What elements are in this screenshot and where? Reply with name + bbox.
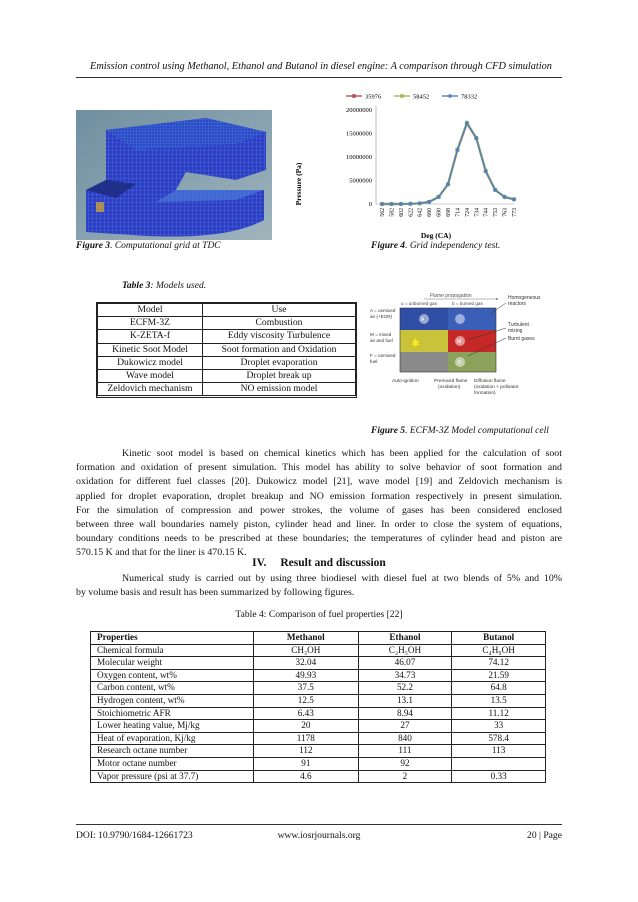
section-title: Result and discussion	[280, 557, 386, 569]
diffusion-label-1: Diffusion flame	[474, 379, 506, 384]
chart-xlabel: Deg (CA)	[420, 231, 452, 240]
column-header-ethanol: Ethanol	[358, 632, 452, 645]
property-cell: Lower heating value, Mj/kg	[91, 720, 254, 733]
table-row	[91, 745, 546, 758]
paragraph-2-line: by volume basis and result has been summarized by following figures.	[76, 587, 355, 599]
property-cell: Hydrogen content, wt%	[91, 694, 254, 707]
ethanol-cell: 34.73	[358, 669, 452, 682]
model-cell: Zeldovich mechanism	[98, 383, 203, 396]
table-row	[91, 644, 546, 657]
use-cell: Soot formation and Oxidation	[203, 343, 356, 356]
burnt-gases-label: Burnt gases	[508, 336, 535, 342]
paragraph-1-line: 570.15 K and that for the liner is 470.15 K.	[76, 547, 247, 559]
figure-4-label: Figure 4	[371, 241, 406, 251]
series-line-58452	[382, 123, 514, 204]
table-3-caption-text: : Models used.	[150, 281, 207, 291]
methanol-cell: 1178	[254, 732, 359, 745]
chart-ylabel: Pressure (Pa)	[294, 162, 303, 206]
butanol-cell	[452, 757, 546, 770]
table-3-caption	[122, 281, 206, 291]
paragraph-1-line: Kinetic soot model is based on chemical kinetics which has been applied for the calculation of soot	[122, 448, 562, 459]
methanol-cell: 6.43	[254, 707, 359, 720]
footer-doi: DOI: 10.9790/1684-12661723	[76, 830, 193, 841]
table-3-frame	[96, 302, 357, 398]
x-tick-label: 763	[502, 208, 509, 217]
footer-site: www.iosrjournals.org	[277, 830, 361, 841]
ethanol-cell: 2	[358, 770, 452, 783]
figure-5-caption	[371, 426, 549, 436]
column-header-use: Use	[203, 304, 356, 317]
methanol-cell: 49.93	[254, 669, 359, 682]
x-tick-label: 642	[417, 208, 424, 217]
footer-page-number: 20 | Page	[527, 830, 562, 841]
legend-label: 78332	[461, 93, 478, 101]
x-tick-label: 602	[398, 208, 405, 217]
ethanol-cell: 46.07	[358, 657, 452, 670]
use-cell: Droplet break up	[203, 369, 356, 382]
use-cell: Combustion	[203, 317, 356, 330]
table-4-caption: Table 4: Comparison of fuel properties [22]	[235, 609, 403, 620]
column-header-butanol: Butanol	[452, 632, 546, 645]
butanol-cell: 74.12	[452, 657, 546, 670]
y-tick-label: 15000000	[346, 130, 372, 138]
diffusion-label-3: formation)	[474, 391, 496, 396]
header-rule	[76, 77, 562, 78]
homogeneous-label-1: Homogeneous	[508, 295, 541, 301]
model-cell: K-ZETA-f	[98, 330, 203, 343]
legend-marker	[400, 94, 404, 98]
butanol-cell: C₄H₉OH	[452, 644, 546, 657]
table-row	[91, 757, 546, 770]
use-cell: Droplet evaporation	[203, 356, 356, 369]
table-row	[98, 317, 356, 330]
butanol-cell: 13.5	[452, 694, 546, 707]
column-header-methanol: Methanol	[254, 632, 359, 645]
methanol-cell: 20	[254, 720, 359, 733]
column-header-properties: Properties	[91, 632, 254, 645]
property-cell: Molecular weight	[91, 657, 254, 670]
model-cell: ECFM-3Z	[98, 317, 203, 330]
butanol-cell: 11.12	[452, 707, 546, 720]
ethanol-cell: 27	[358, 720, 452, 733]
unburned-label: u = unburned gas	[401, 301, 437, 306]
table-row	[91, 657, 546, 670]
cell-m-letter: M	[457, 339, 462, 345]
ethanol-cell: 111	[358, 745, 452, 758]
x-tick-label: 680	[436, 208, 443, 217]
methanol-cell: 12.5	[254, 694, 359, 707]
paragraph-1-line: formation and oxidation of present simulation. This model has ability to solve behavior of soot formation and	[76, 462, 562, 474]
f-label-2: fuel	[370, 359, 378, 364]
butanol-cell: 21.59	[452, 669, 546, 682]
footer-rule	[76, 824, 562, 825]
turbulent-label-2: mixing	[508, 328, 523, 334]
butanol-cell: 578.4	[452, 732, 546, 745]
figure-4-chart	[288, 86, 528, 246]
figure-3-label: Figure 3	[76, 241, 111, 251]
butanol-cell: 33	[452, 720, 546, 733]
table-row	[91, 707, 546, 720]
paragraph-1-line: applied for droplet evaporation, droplet breakup and NO emission formation respectively in present simulation.	[76, 490, 562, 502]
methanol-cell: 112	[254, 745, 359, 758]
turbulent-label-1: Turbulent	[508, 322, 529, 328]
pressure-chart	[288, 86, 528, 246]
table-4	[90, 631, 546, 783]
cell-a-letter: A	[421, 317, 425, 323]
table-row	[98, 383, 356, 396]
f-label-1: F = unmixed	[370, 353, 396, 358]
x-tick-label: 562	[380, 208, 386, 217]
x-tick-label: 773	[512, 208, 518, 217]
butanol-cell: 64.8	[452, 682, 546, 695]
table-row	[91, 669, 546, 682]
table-header-row	[98, 304, 356, 317]
x-tick-label: 622	[408, 208, 415, 217]
ethanol-cell: 92	[358, 757, 452, 770]
ethanol-cell: C₂H₅OH	[358, 644, 452, 657]
figure-5-caption-text: . ECFM-3Z Model computational cell	[405, 426, 549, 436]
table-row	[98, 356, 356, 369]
ethanol-cell: 52.2	[358, 682, 452, 695]
running-header: Emission control using Methanol, Ethanol and Butanol in diesel engine: A comparison through CFD simulation	[90, 61, 552, 72]
use-cell: NO emission model	[203, 383, 356, 396]
figure-4-caption	[371, 241, 500, 251]
table-header-row	[91, 632, 546, 645]
legend-label: 35976	[365, 93, 382, 101]
property-cell: Stoichiometric AFR	[91, 707, 254, 720]
x-tick-label: 714	[455, 208, 462, 217]
section-heading	[0, 557, 638, 569]
table-row	[91, 694, 546, 707]
y-tick-label: 5000000	[349, 177, 372, 185]
homogeneous-label-2: reactors	[508, 301, 527, 307]
ethanol-cell: 13.1	[358, 694, 452, 707]
model-cell: Kinetic Soot Model	[98, 343, 203, 356]
table-row	[98, 369, 356, 382]
property-cell: Heat of evaporation, Kj/kg	[91, 732, 254, 745]
use-cell: Eddy viscosity Turbulence	[203, 330, 356, 343]
section-number: IV.	[252, 557, 267, 569]
legend-label: 58452	[413, 93, 430, 101]
paragraph-2-line: Numerical study is carried out by using three biodiesel with diesel fuel at two blends of 5% and 10%	[122, 573, 562, 584]
x-tick-label: 660	[427, 208, 434, 217]
paragraph-1-line: boundary conditions needs to be prescribed at these boundaries; the temperatures of cylinder head and piston are	[76, 533, 562, 545]
model-cell: Dukowicz model	[98, 356, 203, 369]
x-tick-label: 582	[389, 208, 396, 217]
figure-3-image	[76, 110, 272, 240]
m-label-2: air and fuel	[370, 338, 393, 343]
property-cell: Carbon content, wt%	[91, 682, 254, 695]
butanol-cell: 0.33	[452, 770, 546, 783]
x-tick-label: 724	[464, 208, 471, 217]
series-line-78332	[382, 123, 514, 204]
figure-4-caption-text: . Grid independency test.	[405, 241, 501, 251]
y-tick-label: 20000000	[346, 107, 372, 114]
y-tick-label: 10000000	[346, 154, 372, 161]
paragraph-1-line: between three wall boundaries namely piston, cylinder head and liner. In order to close the system of equations,	[76, 519, 562, 531]
legend-marker	[352, 94, 356, 98]
table-row	[98, 330, 356, 343]
diffusion-label-2: (oxidation + pollutant	[474, 385, 519, 390]
figure-3-caption	[76, 241, 221, 251]
property-cell: Motor octane number	[91, 757, 254, 770]
x-tick-label: 698	[446, 208, 452, 217]
m-label-1: M = mixed	[370, 332, 392, 337]
methanol-cell: 4.6	[254, 770, 359, 783]
property-cell: Research octane number	[91, 745, 254, 758]
ethanol-cell: 8.94	[358, 707, 452, 720]
cell-unburned-fuel	[400, 352, 448, 372]
column-header-model: Model	[98, 304, 203, 317]
burned-label: b = burned gas	[452, 301, 483, 306]
table-3	[97, 303, 356, 396]
x-tick-label: 744	[483, 208, 490, 217]
x-tick-label: 753	[493, 208, 500, 217]
model-cell: Wave model	[98, 369, 203, 382]
table-row	[91, 720, 546, 733]
methanol-cell: 37.5	[254, 682, 359, 695]
premixed-label-2: (oxidation)	[438, 385, 461, 390]
table-row	[91, 770, 546, 783]
table-row	[98, 343, 356, 356]
methanol-cell: CH₃OH	[254, 644, 359, 657]
property-cell: Chemical formula	[91, 644, 254, 657]
premixed-label-1: Premixed flame	[434, 379, 468, 384]
paragraph-1-line: For the simulation of compression and power strokes, the volume of gases has been considered enclosed	[76, 504, 562, 516]
figure-5-label: Figure 5	[371, 426, 406, 436]
auto-ignition-label: Auto-ignition	[392, 379, 419, 384]
a-label-1: A = unmixed	[370, 308, 396, 313]
legend-marker	[448, 94, 453, 99]
table-row	[91, 682, 546, 695]
property-cell: Vapor pressure (psi at 37.7)	[91, 770, 254, 783]
y-tick-label: 0	[368, 201, 372, 208]
paragraph-1-line: oxidation for different fuel classes [20]. Dukowicz model [21], wave model [19] and Zeldovich mechanism is	[76, 476, 562, 488]
butanol-cell: 113	[452, 745, 546, 758]
methanol-cell: 91	[254, 757, 359, 770]
body-paragraph-1	[76, 447, 562, 561]
ethanol-cell: 840	[358, 732, 452, 745]
table-3-label: Table 3	[122, 281, 151, 291]
table-row	[91, 732, 546, 745]
flame-propagation-label: Flame propagation	[430, 293, 472, 299]
cell-unburned-mixed	[400, 330, 448, 352]
body-paragraph-2	[76, 572, 562, 600]
figure-5-diagram	[368, 290, 556, 414]
figure-3-caption-text: . Computational grid at TDC	[110, 241, 221, 251]
series-line-35976	[382, 123, 514, 204]
x-tick-label: 734	[474, 208, 481, 217]
cell-f-letter: F	[458, 360, 462, 366]
a-label-2: air (+EGR)	[370, 314, 393, 319]
property-cell: Oxygen content, wt%	[91, 669, 254, 682]
methanol-cell: 32.04	[254, 657, 359, 670]
